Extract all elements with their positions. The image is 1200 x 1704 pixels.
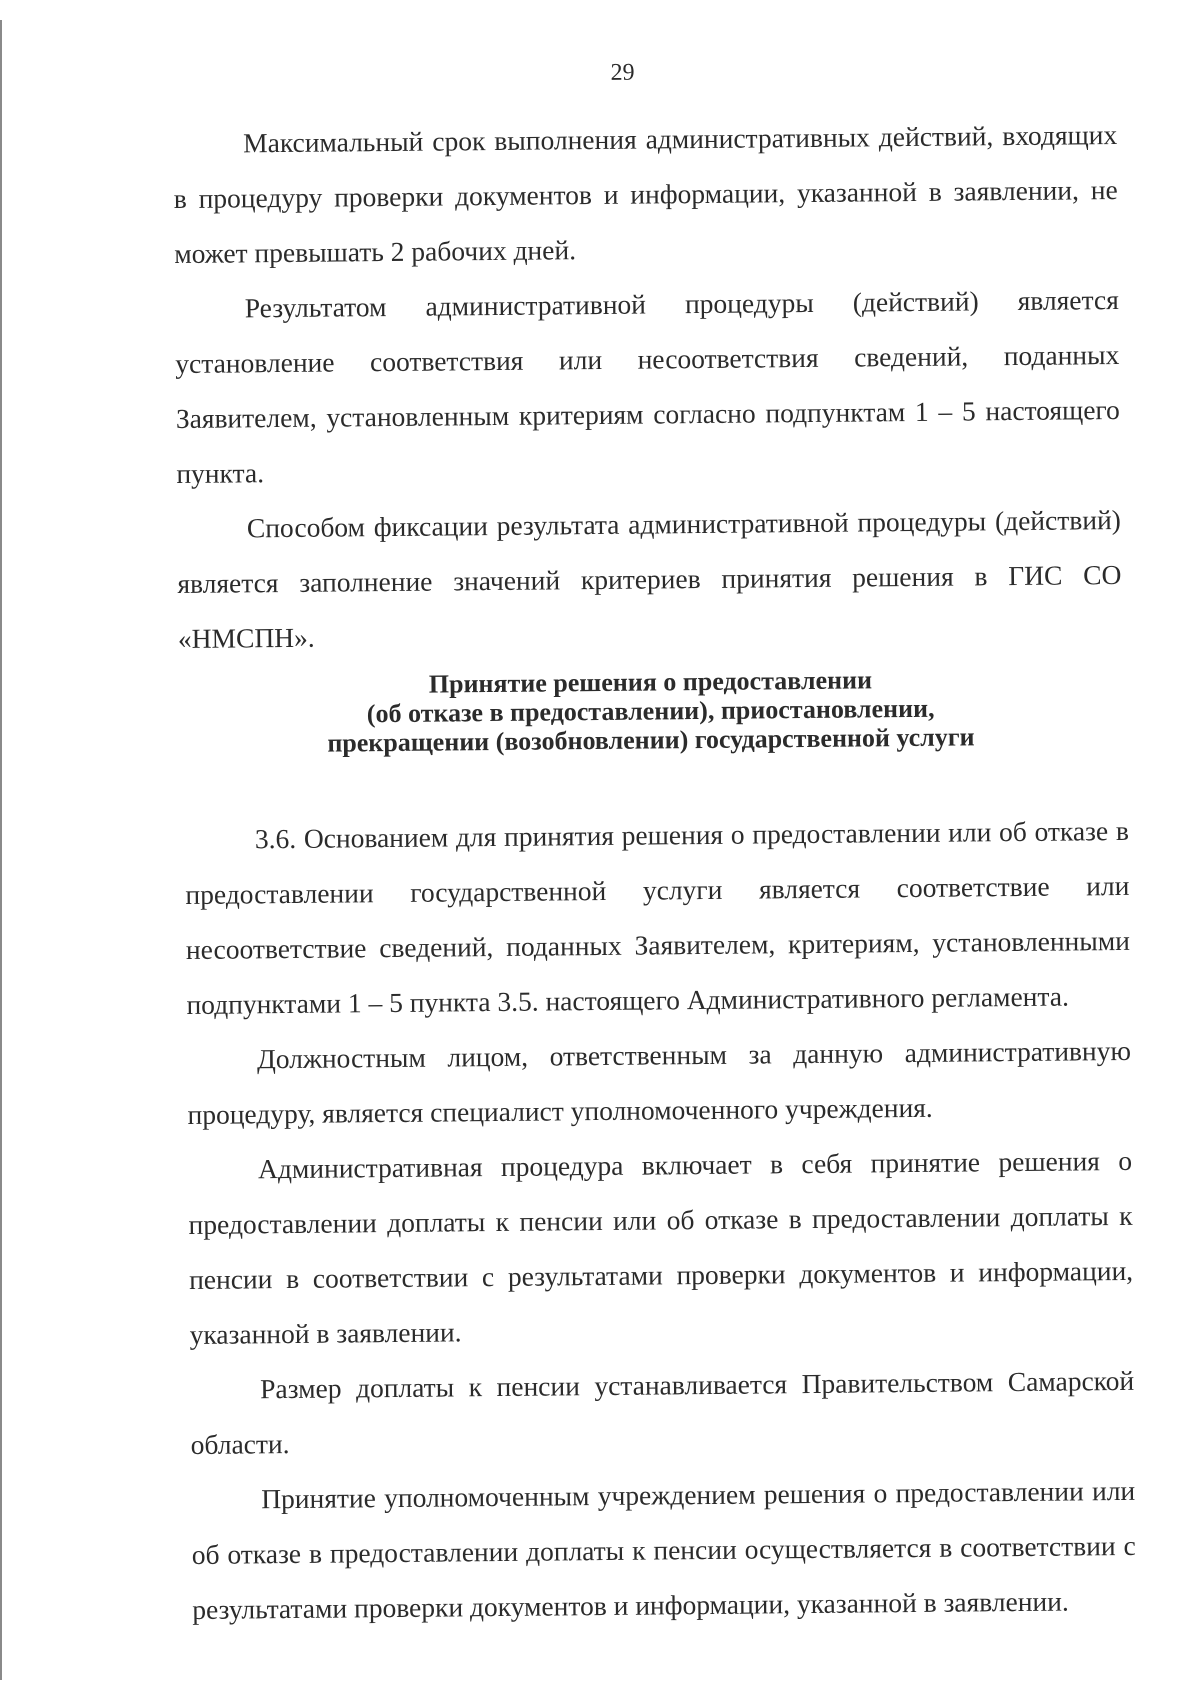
paragraph-responsible-official: Должностным лицом, ответственным за данную административную процедуру, является специалист уполномоченного учреждения. <box>187 1034 1132 1130</box>
heading-line: (об отказе в предоставлении), приостановлении, <box>366 693 935 729</box>
paragraph-decision-making: Принятие уполномоченным учреждением решения о предоставлении или об отказе в предоставлении доплаты к пенсии осуществляется в соответствии с результатами проверки документов и информации, указанной в заявлении. <box>191 1474 1136 1625</box>
paragraph-fixation-method: Способом фиксации результата административной процедуры (действий) является заполнение значений критериев принятия решения в ГИС СО «НМСПН». <box>177 503 1122 655</box>
paragraph-supplement-amount: Размер доплаты к пенсии устанавливается Правительством Самарской области. <box>190 1364 1135 1460</box>
paragraph-result: Результатом административной процедуры (действий) является установление соответствия или несоответствия сведений, поданных Заявителем, установленным критериям согласно подпунктам 1 – 5 настоящего пункта. <box>175 283 1120 490</box>
page-number: 29 <box>610 59 635 86</box>
section-heading <box>178 663 1123 759</box>
paragraph-procedure-includes: Административная процедура включает в себя принятие решения о предоставлении доплаты к пенсии или об отказе в предоставлении доплаты к пенсии в соответствии с результатами проверки документов и информации, указанной в заявлении. <box>188 1144 1134 1350</box>
text-block-bottom <box>185 803 1137 1637</box>
paragraph-max-term: Максимальный срок выполнения административных действий, входящих в процедуру проверки документов и информации, указанной в заявлении, не может превышать 2 рабочих дней. <box>173 119 1118 270</box>
heading-line: прекращении (возобновлении) государственной услуги <box>327 722 975 758</box>
heading-line: Принятие решения о предоставлении <box>428 665 873 699</box>
text-block-top <box>173 107 1122 666</box>
paragraph-3-6-basis: 3.6. Основанием для принятия решения о предоставлении или об отказе в предоставлении государственной услуги является соответствие или несоответствие сведений, поданных Заявителем, критериям, установленными подпунктами 1 – 5 пункта 3.5. настоящего Административного регламента. <box>185 814 1131 1020</box>
